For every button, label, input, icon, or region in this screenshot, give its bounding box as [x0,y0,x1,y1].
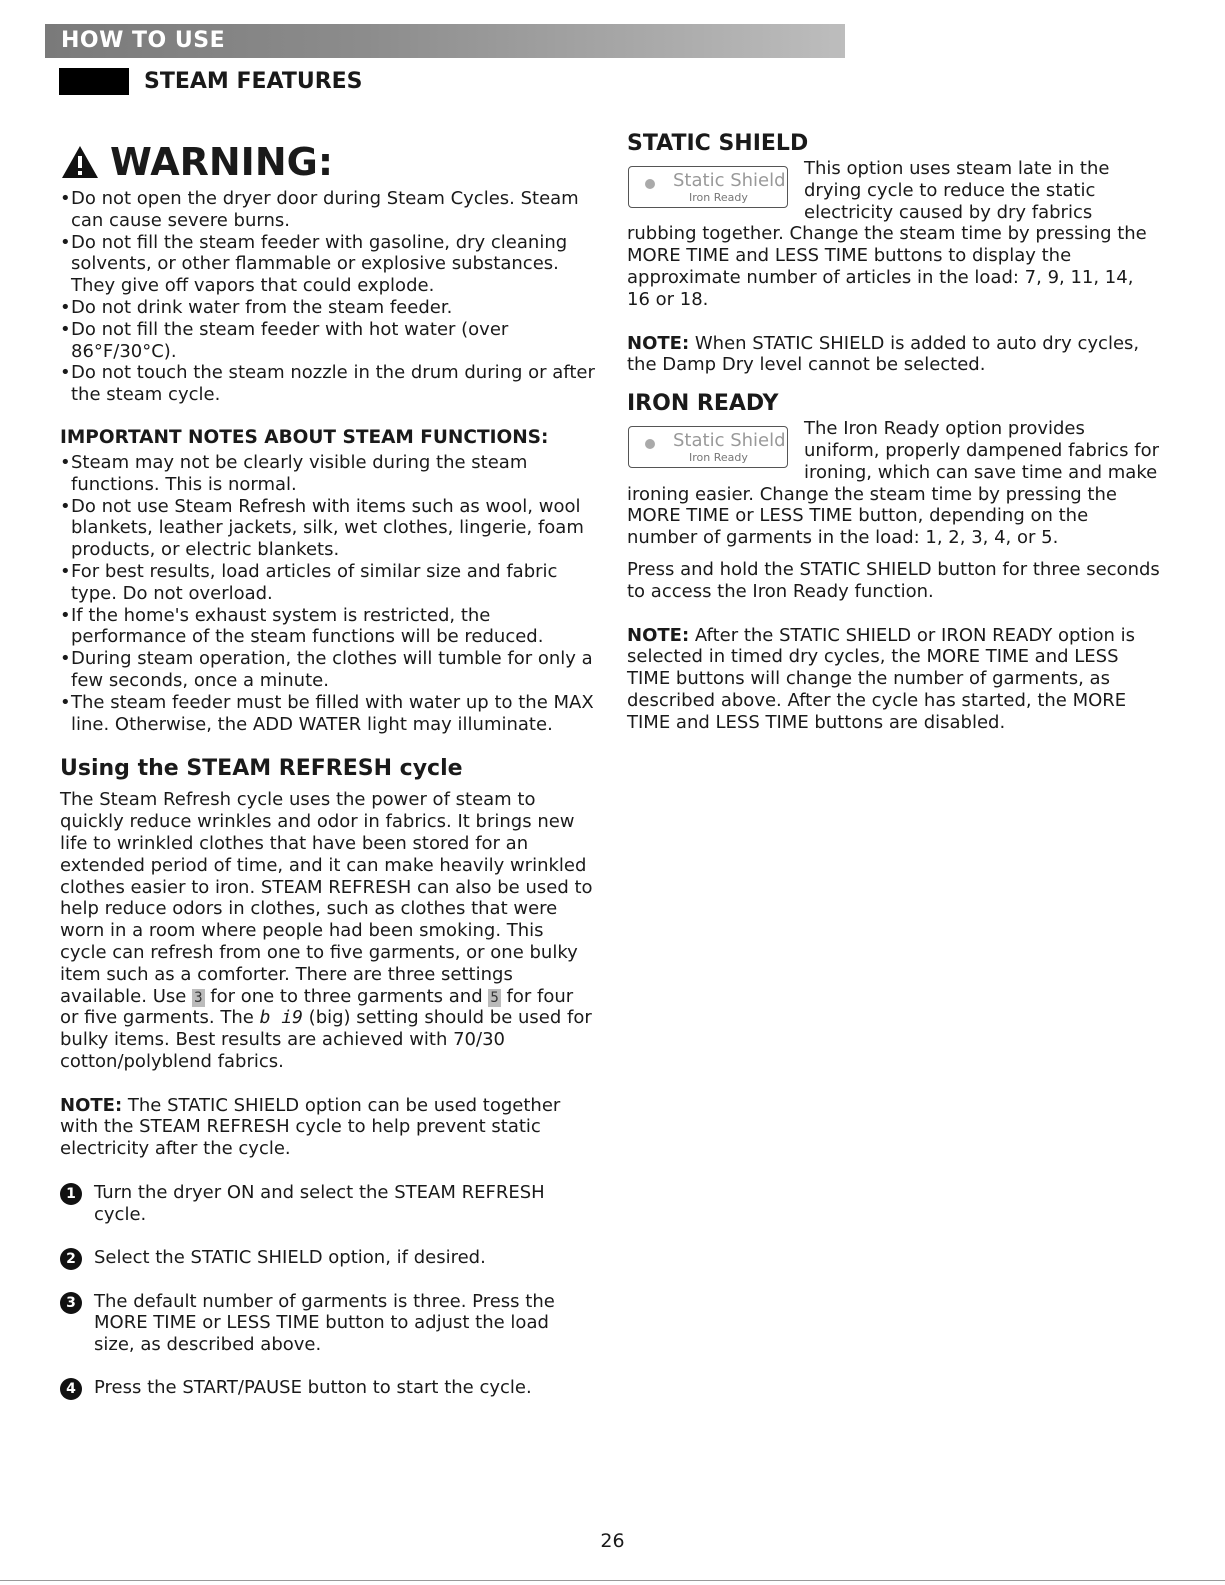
list-item: • If the home's exhaust system is restricted, the performance of the steam functions will be reduced. [60,605,595,649]
step-number-badge: 3 [60,1292,82,1314]
header-tab-label: HOW TO USE [61,28,226,53]
list-item: • For best results, load articles of similar size and fabric type. Do not overload. [60,561,595,605]
refresh-note [60,1095,595,1160]
note-label: NOTE: [627,624,690,646]
note-text: When STATIC SHIELD is added to auto dry cycles, the Damp Dry level cannot be selected. [627,332,1140,376]
left-column [60,140,595,1421]
iron-ready-body-2: Press and hold the STATIC SHIELD button for three seconds to access the Iron Ready function. [627,558,1160,602]
iron-ready-button-illustration [628,426,788,468]
refresh-text-d: (big) setting should be used for bulky items. Best results are achieved with 70/30 cotton/polyblend fabrics. [60,1007,592,1072]
bottom-divider [0,1580,1225,1581]
panel-main-label: Static Shield [673,430,786,452]
step-item [60,1377,595,1400]
static-shield-note [627,333,1162,377]
list-item: • Do not fill the steam feeder with gasoline, dry cleaning solvents, or other flammable or explosive substances. They give off vapors that could explode. [60,232,595,297]
right-column [627,130,1162,734]
note-text: After the STATIC SHIELD or IRON READY option is selected in timed dry cycles, the MORE TIME and LESS TIME buttons will change the number of garments, as described above. After the cycle has started, the MORE TIME and LESS TIME buttons are disabled. [627,624,1135,733]
panel-sub-label: Iron Ready [689,191,748,204]
warning-heading [60,140,595,184]
refresh-text-a: The Steam Refresh cycle uses the power of steam to quickly reduce wrinkles and odor in fabrics. It brings new life to wrinkled clothes that have been stored for an extended period of time, and it can make heavily wrinkled clothes easier to iron. STEAM REFRESH can also be used to help reduce odors in clothes, such as clothes that were worn in a room where people had been smoking. This cycle can refresh from one to five garments, or one bulky item such as a comforter. There are three settings available. Use [60,789,593,1007]
list-item: • Do not drink water from the steam feeder. [60,297,595,319]
step-item [60,1247,595,1270]
refresh-text-c: for four or five garments. The [60,985,574,1029]
section-marker [59,68,129,95]
step-text: The default number of garments is three. Press the MORE TIME or LESS TIME button to adjust the load size, as described above. [94,1290,555,1356]
iron-ready-section [627,418,1162,733]
static-shield-section [627,158,1162,376]
list-item: • Steam may not be clearly visible during the steam functions. This is normal. [60,452,595,496]
list-item: • Do not open the dryer door during Steam Cycles. Steam can cause severe burns. [60,188,595,232]
important-heading: IMPORTANT NOTES ABOUT STEAM FUNCTIONS: [60,426,549,448]
step-text: Select the STATIC SHIELD option, if desired. [94,1246,486,1268]
step-item [60,1291,595,1356]
display-digit-3: 3 [194,989,203,1006]
page-number: 26 [600,1530,625,1552]
header-tab [45,24,845,58]
step-number-badge: 2 [60,1248,82,1270]
static-shield-button-illustration [628,166,788,208]
list-item: • During steam operation, the clothes will tumble for only a few seconds, once a minute. [60,648,595,692]
warning-title: WARNING: [110,140,334,184]
important-list [60,452,595,735]
list-item: • The steam feeder must be filled with water up to the MAX line. Otherwise, the ADD WATER light may illuminate. [60,692,595,736]
iron-ready-body: The Iron Ready option provides uniform, properly dampened fabrics for ironing, which can save time and make ironing easier. Change the steam time by pressing the MORE TIME or LESS TIME button, depending on the number of garments in the load: 1, 2, 3, 4, or 5. [627,418,1160,549]
step-number-badge: 1 [60,1183,82,1205]
list-item: • Do not touch the steam nozzle in the drum during or after the steam cycle. [60,362,595,406]
refresh-heading: Using the STEAM REFRESH cycle [60,756,463,782]
list-item: • Do not use Steam Refresh with items such as wool, wool blankets, leather jackets, silk, wet clothes, lingerie, foam products, or electric blankets. [60,496,595,561]
step-text: Turn the dryer ON and select the STEAM REFRESH cycle. [94,1182,545,1225]
indicator-light-icon [645,439,655,449]
iron-ready-heading: IRON READY [627,391,779,417]
refresh-text-b: for one to three garments and [210,985,483,1007]
note-label: NOTE: [60,1094,123,1116]
step-text: Press the START/PAUSE button to start the cycle. [94,1377,532,1399]
list-item: • Do not fill the steam feeder with hot water (over 86°F/30°C). [60,319,595,363]
refresh-body [60,789,595,1072]
step-number-badge: 4 [60,1378,82,1400]
display-digit-5: 5 [490,989,499,1006]
note-label: NOTE: [627,332,690,354]
indicator-light-icon [645,179,655,189]
note-text: The STATIC SHIELD option can be used together with the STEAM REFRESH cycle to help prevent static electricity after the cycle. [60,1094,561,1160]
panel-sub-label: Iron Ready [689,451,748,465]
step-item [60,1182,595,1226]
display-big-setting: b i9 [259,1007,303,1029]
iron-ready-note [627,625,1162,734]
static-shield-body: This option uses steam late in the drying cycle to reduce the static electricity caused by dry fabrics rubbing together. Change the steam time by pressing the MORE TIME and LESS TIME buttons to display the approximate number of articles in the load: 7, 9, 11, 14, 16 or 18. [627,158,1147,310]
warning-list [60,188,595,406]
section-title: STEAM FEATURES [144,69,363,94]
panel-main-label: Static Shield [673,170,786,191]
warning-icon [60,144,100,180]
static-shield-heading: STATIC SHIELD [627,131,809,156]
steps-list [60,1182,595,1400]
